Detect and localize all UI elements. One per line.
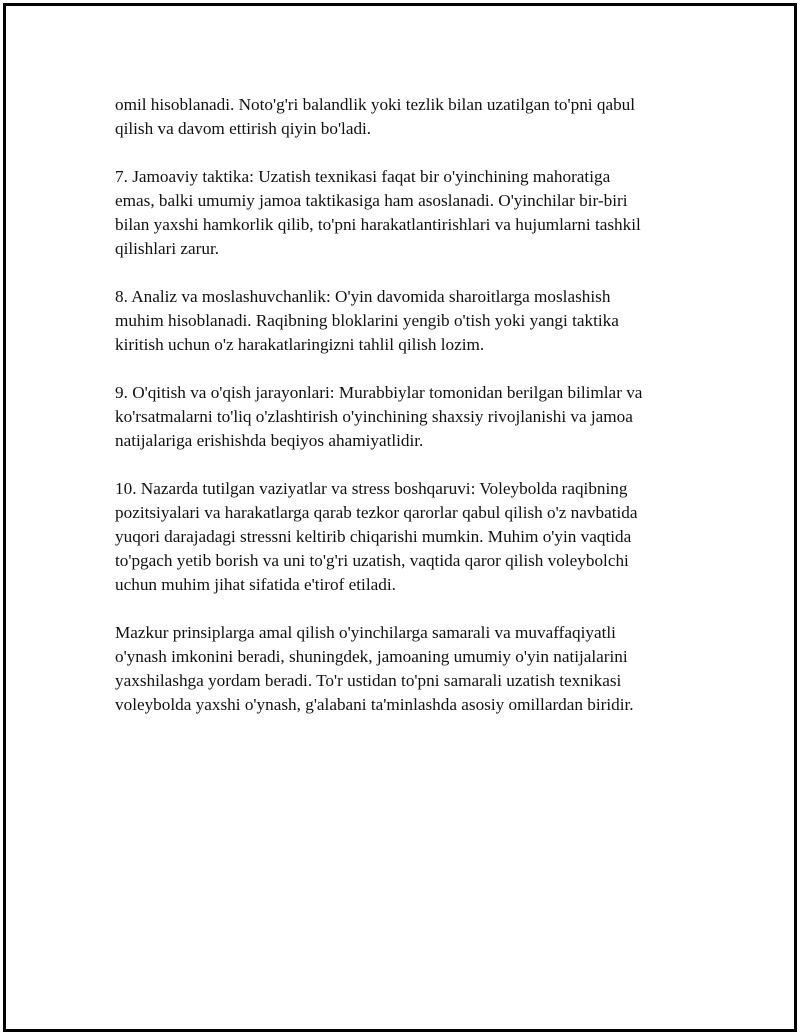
text-line: 9. O'qitish va o'qish jarayonlari: Murabbiylar tomonidan berilgan bilimlar va <box>115 383 643 402</box>
paragraph-item-8 <box>115 285 695 357</box>
paragraph-conclusion <box>115 621 695 717</box>
text-line: 7. Jamoaviy taktika: Uzatish texnikasi faqat bir o'yinchining mahoratiga <box>115 167 611 186</box>
text-line: uchun muhim jihat sifatida e'tirof etiladi. <box>115 575 396 594</box>
text-line: muhim hisoblanadi. Raqibning bloklarini yengib o'tish yoki yangi taktika <box>115 311 619 330</box>
text-line: 10. Nazarda tutilgan vaziyatlar va stress boshqaruvi: Voleybolda raqibning <box>115 479 628 498</box>
text-line: o'ynash imkonini beradi, shuningdek, jamoaning umumiy o'yin natijalarini <box>115 647 628 666</box>
text-line: yaxshilashga yordam beradi. To'r ustidan to'pni samarali uzatish texnikasi <box>115 671 622 690</box>
text-line: bilan yaxshi hamkorlik qilib, to'pni harakatlantirishlari va hujumlarni tashkil <box>115 215 641 234</box>
text-line: omil hisoblanadi. Noto'g'ri balandlik yoki tezlik bilan uzatilgan to'pni qabul <box>115 95 636 114</box>
text-line: natijalariga erishishda beqiyos ahamiyatlidir. <box>115 431 424 450</box>
paragraph-item-7 <box>115 165 695 261</box>
text-line: voleybolda yaxshi o'ynash, g'alabani ta'minlashda asosiy omillardan biridir. <box>115 695 634 714</box>
paragraph-item-10 <box>115 477 695 597</box>
text-line: emas, balki umumiy jamoa taktikasiga ham asoslanadi. O'yinchilar bir-biri <box>115 191 628 210</box>
text-line: yuqori darajadagi stressni keltirib chiqarishi mumkin. Muhim o'yin vaqtida <box>115 527 632 546</box>
text-line: qilish va davom ettirish qiyin bo'ladi. <box>115 119 372 138</box>
text-line: 8. Analiz va moslashuvchanlik: O'yin davomida sharoitlarga moslashish <box>115 287 611 306</box>
text-line: Mazkur prinsiplarga amal qilish o'yinchilarga samarali va muvaffaqiyatli <box>115 623 616 642</box>
paragraph-continuation <box>115 93 695 141</box>
text-line: kiritish uchun o'z harakatlaringizni tahlil qilish lozim. <box>115 335 485 354</box>
paragraph-item-9 <box>115 381 695 453</box>
document-body <box>115 93 695 741</box>
text-line: to'pgach yetib borish va uni to'g'ri uzatish, vaqtida qaror qilish voleybolchi <box>115 551 629 570</box>
text-line: qilishlari zarur. <box>115 239 220 258</box>
text-line: pozitsiyalari va harakatlarga qarab tezkor qarorlar qabul qilish o'z navbatida <box>115 503 638 522</box>
text-line: ko'rsatmalarni to'liq o'zlashtirish o'yinchining shaxsiy rivojlanishi va jamoa <box>115 407 633 426</box>
